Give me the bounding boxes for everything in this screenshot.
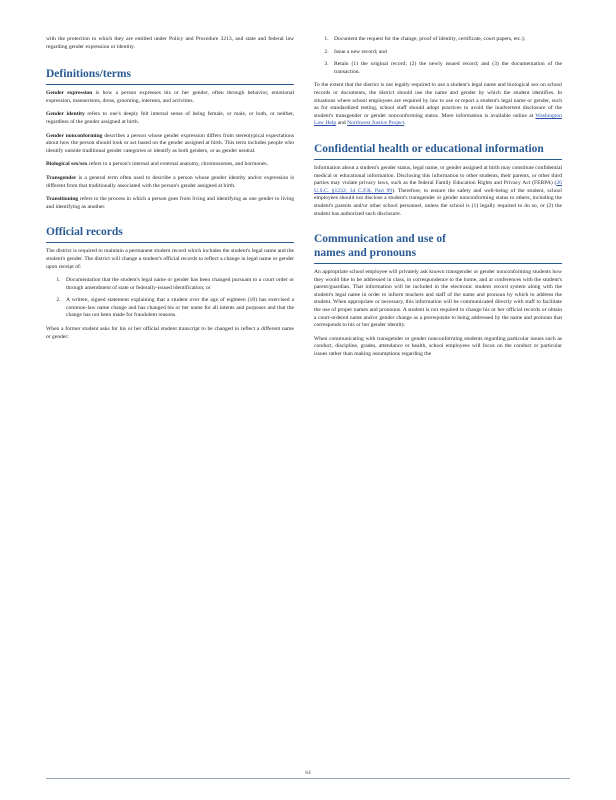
definition-text: refers to one's deeply felt internal sense of being female, or male, or both, or neither, regardless of the gender assigned at birth. [46,111,295,125]
list-item: 1. Documentation that the student's legal name or gender has been changed pursuant to a court order or through amendment of state or federally-issued identification; or [62,277,294,292]
definition-transgender [46,175,294,190]
right-column [314,36,562,365]
official-records-heading: Official records [46,225,294,243]
communication-heading [314,232,562,264]
washington-law-help-link[interactable]: Washington Law Help [314,112,562,127]
definition-gender-expression [46,90,294,105]
heading-line: names and pronouns [314,247,417,260]
list-item: 2. Issue a new record; and [330,49,562,57]
paragraph-text: Information about a student's gender status, legal name, or gender assigned at birth may constitute confidential medical or educational information. Disclosing this information to other students, their parents, or other third parties may violate privacy laws, such as the federal Family Education Rights and Privacy Act (FERPA) ( [314,164,562,187]
definition-term: Gender nonconforming [46,132,103,139]
definition-term: Biological sex/sex [46,161,88,168]
records-outro-paragraph: When a former student asks for his or her official student transcript to be changed to reflect a different name or gender: [46,326,294,340]
list-item: 1. Document the request for the change, proof of identity, certificate, court papers, etc.); [330,36,562,44]
names-pronouns-paragraph: An appropriate school employee will privately ask known transgender or gender nonconforming students how they would like to be addressed in class, in correspondence to the home, and at conferences with the student's parent/guardian. That information will be included in the electronic student record system along with the student's legal name in order to inform teachers and staff of the name and pronoun by which to address the student. When appropriate or necessary, this information will be communicated directly with staff to facilitate the use of proper names and pronouns. A student is not required to change his or her official records or obtain a court-ordered name and/or gender change as a prerequisite to being addressed by the name and pronoun that corresponds to his or her gender identity. [314,269,562,329]
communicating-paragraph: When communicating with transgender or gender nonconforming students regarding particular issues such as conduct, discipline, grades, attendance or health, school employees will focus on the conduct or particular issues rather than making assumptions regarding the [314,335,562,358]
definition-text: refers to a person's internal and external anatomy, chromosomes, and hormones. [87,161,269,168]
definition-term: Transitioning [46,196,79,203]
northwest-justice-project-link[interactable]: Northwest Justice Project [347,120,405,127]
definition-term: Transgender [46,174,77,181]
definition-text: refers to the process in which a person goes from living and identifying as one gender to living and identifying as another. [46,196,294,210]
definition-text: is a general term often used to describe a person whose gender identity and/or expression is different from that traditionally associated with the person's gender assigned at birth. [46,174,294,189]
paragraph-text: ). Therefore, to ensure the safety and well-being of the student, school employees should not disclose a student's transgender or gender nonconforming status to others, including the student's parents and/or other school personnel, unless the school is (1) legally required to do so, or (2) the student has authorized such disclosure. [314,187,562,217]
records-intro-paragraph: The district is required to maintain a permanent student record which includes the student's legal name and the student's gender. The district will change a student's official records to reflect a change in legal name or gender upon receipt of: [46,248,295,270]
left-column [46,36,294,347]
definition-gender-nonconforming [46,133,294,156]
ferpa-citation-link[interactable]: 20 U.S.C. §1232; 34 C.F.R. Part 99 [314,180,562,194]
confidential-paragraph [314,165,562,218]
footer-divider [46,778,570,779]
definition-transitioning [46,196,294,211]
list-item: 3. Retain (1) the original record; (2) the newly issued record; and (3) the documentation of the transaction. [330,61,562,76]
heading-line: Communication and use of [314,233,446,246]
conjunction-text: and [337,120,346,127]
records-requirements-list [46,277,294,320]
page-number: 64 [305,770,311,776]
definition-text: is how a person expresses his or her gender, often through behavior, emotional expression, mannerisms, dress, grooming, interests, and activities. [46,90,295,104]
intro-paragraph: with the protection to which they are entitled under Policy and Procedure 3213, and state and federal law regarding gender expression or identity. [46,36,294,50]
definition-gender-identity [46,111,294,126]
definitions-heading: Definitions/terms [46,67,294,85]
legal-name-paragraph [314,82,562,128]
paragraph-text: To the extent that the district is not legally required to use a student's legal name and biological sex on school records or documents, the district should use the name and gender by which the student identifies. In situations where school employees are required by law to use or report a student's legal name or gender, such as for standardized testing, school staff should adopt practices to avoid the inadvertent disclosure of the student's transgender or gender nonconforming status. More information is available online at [314,82,562,119]
confidential-information-heading: Confidential health or educational information [314,142,562,160]
definition-term: Gender expression [46,90,93,97]
list-item: 2. A written, signed statement explaining that a student over the age of eighteen (18) has exercised a common-law name change and has changed his or her name for all intents and purposes and that the change has not been made for fraudulent reasons. [62,297,294,320]
transcript-steps-list [314,36,562,76]
definition-text: describes a person whose gender expression differs from stereotypical expectations about how the person should look or act based on the gender assigned at birth. This term includes people who identify outside traditional gender categories or identify as both genders, or as gender neutral. [46,132,294,154]
definition-biological-sex [46,161,294,169]
paragraph-end: . [404,120,406,127]
definition-term: Gender identity [46,111,85,118]
